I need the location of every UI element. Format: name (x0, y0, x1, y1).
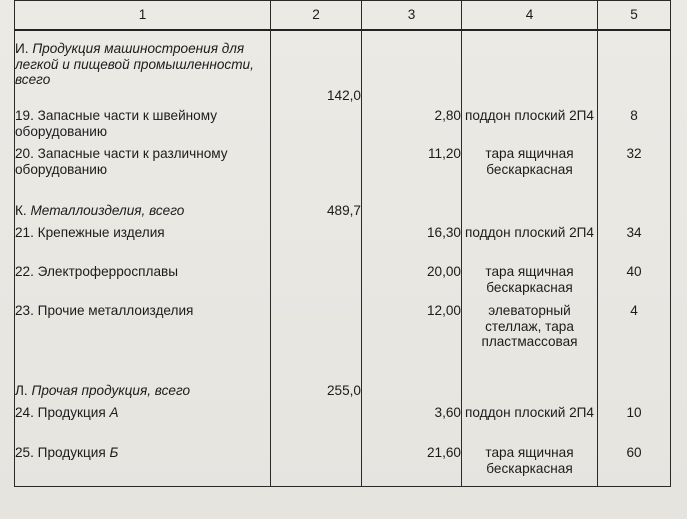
row-quantity: 10 (598, 402, 671, 442)
row-total (271, 105, 362, 143)
row-name: 23. Прочие металлоизделия (15, 300, 271, 380)
row-name: 21. Крепежные изделия (15, 222, 271, 261)
row-quantity: 32 (598, 143, 671, 200)
row-volume: 20,00 (362, 261, 462, 300)
row-quantity (598, 30, 671, 105)
row-volume: 11,20 (362, 143, 462, 200)
row-name: К. Металлоизделия, всего (15, 200, 271, 222)
row-name: И. Продукция машиностроения для легкой и пищевой промышленности, всего (15, 30, 271, 105)
row-quantity (598, 380, 671, 402)
row-name: Л. Прочая продукция, всего (15, 380, 271, 402)
table-row (15, 143, 671, 200)
table-row (15, 222, 671, 261)
header-cell-5: 5 (598, 1, 671, 31)
row-packaging (462, 30, 598, 105)
row-total (271, 143, 362, 200)
row-total (271, 402, 362, 442)
row-packaging: тара ящичная бескаркасная (462, 442, 598, 486)
table-row (15, 200, 671, 222)
row-volume (362, 200, 462, 222)
row-volume (362, 380, 462, 402)
row-total (271, 261, 362, 300)
table-row (15, 442, 671, 486)
table-row (15, 380, 671, 402)
row-name: 24. Продукция А (15, 402, 271, 442)
row-packaging (462, 380, 598, 402)
row-packaging: тара ящичная бескаркасная (462, 261, 598, 300)
row-quantity: 60 (598, 442, 671, 486)
row-quantity: 34 (598, 222, 671, 261)
row-quantity: 40 (598, 261, 671, 300)
header-cell-1: 1 (15, 1, 271, 31)
row-quantity: 4 (598, 300, 671, 380)
table-row (15, 261, 671, 300)
header-cell-4: 4 (462, 1, 598, 31)
table-row (15, 300, 671, 380)
row-packaging: элеваторный стеллаж, тара пластмассовая (462, 300, 598, 380)
row-volume: 3,60 (362, 402, 462, 442)
row-quantity (598, 200, 671, 222)
row-volume: 16,30 (362, 222, 462, 261)
row-volume: 21,60 (362, 442, 462, 486)
row-total (271, 222, 362, 261)
table-row (15, 30, 671, 105)
row-volume: 2,80 (362, 105, 462, 143)
row-volume: 12,00 (362, 300, 462, 380)
data-table (14, 0, 671, 487)
table-row (15, 105, 671, 143)
row-total: 142,0 (271, 30, 362, 105)
row-volume (362, 30, 462, 105)
row-packaging: тара ящичная бескаркасная (462, 143, 598, 200)
row-packaging: поддон плоский 2П4 (462, 105, 598, 143)
row-packaging: поддон плоский 2П4 (462, 402, 598, 442)
row-total: 489,7 (271, 200, 362, 222)
row-total (271, 300, 362, 380)
row-total: 255,0 (271, 380, 362, 402)
header-row (15, 1, 671, 31)
row-packaging: поддон плоский 2П4 (462, 222, 598, 261)
table-row (15, 402, 671, 442)
row-packaging (462, 200, 598, 222)
row-name: 25. Продукция Б (15, 442, 271, 486)
row-name: 22. Электроферросплавы (15, 261, 271, 300)
header-cell-2: 2 (271, 1, 362, 31)
row-name: 20. Запасные части к различному оборудованию (15, 143, 271, 200)
row-quantity: 8 (598, 105, 671, 143)
header-cell-3: 3 (362, 1, 462, 31)
row-total (271, 442, 362, 486)
row-name: 19. Запасные части к швейному оборудованию (15, 105, 271, 143)
